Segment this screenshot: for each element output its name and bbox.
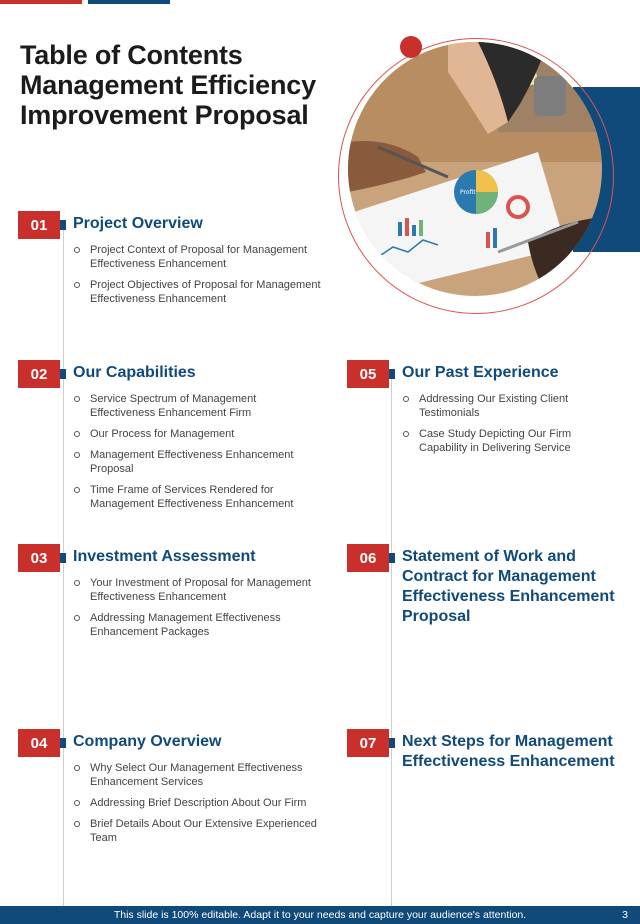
left-divider — [63, 225, 64, 910]
section-tab — [60, 553, 66, 563]
business-meeting-photo — [348, 42, 602, 296]
chart-label: Profit — [460, 189, 476, 196]
bullet-icon — [74, 821, 80, 827]
list-item: Time Frame of Services Rendered for Management Effectiveness Enhancement — [73, 483, 298, 511]
bullet-icon — [74, 487, 80, 493]
list-item: Management Effectiveness Enhancement Proposal — [73, 448, 298, 476]
section-title: Our Capabilities — [73, 364, 196, 381]
section-tab — [60, 220, 66, 230]
bullet-icon — [74, 282, 80, 288]
list-item: Project Context of Proposal for Management Effectiveness Enhancement — [73, 243, 333, 271]
bullet-icon — [74, 800, 80, 806]
list-item: Your Investment of Proposal for Management Effectiveness Enhancement — [73, 576, 333, 604]
section-title: Investment Assessment — [73, 548, 256, 565]
section-tab — [389, 553, 395, 563]
section-number: 01 — [18, 211, 60, 239]
bullet-icon — [74, 396, 80, 402]
section-tab — [60, 369, 66, 379]
section-number: 04 — [18, 729, 60, 757]
section-items — [73, 243, 333, 313]
page-title: Table of Contents Management Efficiency Improvement Proposal — [20, 40, 316, 130]
bullet-icon — [403, 431, 409, 437]
section-tab — [389, 738, 395, 748]
right-divider — [391, 372, 392, 910]
footer-bar — [0, 906, 640, 924]
bullet-icon — [74, 580, 80, 586]
section-number: 02 — [18, 360, 60, 388]
top-accent-blue — [88, 0, 170, 4]
list-item: Brief Details About Our Extensive Experienced Team — [73, 817, 333, 845]
section-items — [402, 392, 572, 462]
section-title: Company Overview — [73, 733, 222, 750]
top-accent-red — [0, 0, 82, 4]
bullet-icon — [74, 247, 80, 253]
section-items — [73, 576, 333, 646]
list-item: Case Study Depicting Our Firm Capability in Delivering Service — [402, 427, 572, 455]
hero-red-dot — [400, 36, 422, 58]
bullet-icon — [74, 615, 80, 621]
section-title: Next Steps for Management Effectiveness Enhancement — [402, 733, 615, 770]
list-item: Service Spectrum of Management Effectiveness Enhancement Firm — [73, 392, 298, 420]
bullet-icon — [403, 396, 409, 402]
section-tab — [60, 738, 66, 748]
bullet-icon — [74, 431, 80, 437]
bullet-icon — [74, 765, 80, 771]
section-number: 03 — [18, 544, 60, 572]
section-tab — [389, 369, 395, 379]
list-item: Project Objectives of Proposal for Management Effectiveness Enhancement — [73, 278, 333, 306]
section-title: Our Past Experience — [402, 364, 559, 381]
section-items — [73, 761, 333, 852]
page-number: 3 — [622, 909, 628, 921]
section-title: Project Overview — [73, 215, 203, 232]
list-item: Addressing Management Effectiveness Enhancement Packages — [73, 611, 333, 639]
section-number: 07 — [347, 729, 389, 757]
bullet-icon — [74, 452, 80, 458]
list-item: Addressing Our Existing Client Testimonials — [402, 392, 572, 420]
list-item: Addressing Brief Description About Our Firm — [73, 796, 333, 810]
list-item: Our Process for Management — [73, 427, 298, 441]
footer-note: This slide is 100% editable. Adapt it to your needs and capture your audience's attention. — [113, 909, 527, 921]
list-item: Why Select Our Management Effectiveness Enhancement Services — [73, 761, 333, 789]
section-number: 05 — [347, 360, 389, 388]
section-items — [73, 392, 298, 518]
section-title: Statement of Work and Contract for Management Effectiveness Enhancement Proposal — [402, 548, 615, 625]
section-number: 06 — [347, 544, 389, 572]
